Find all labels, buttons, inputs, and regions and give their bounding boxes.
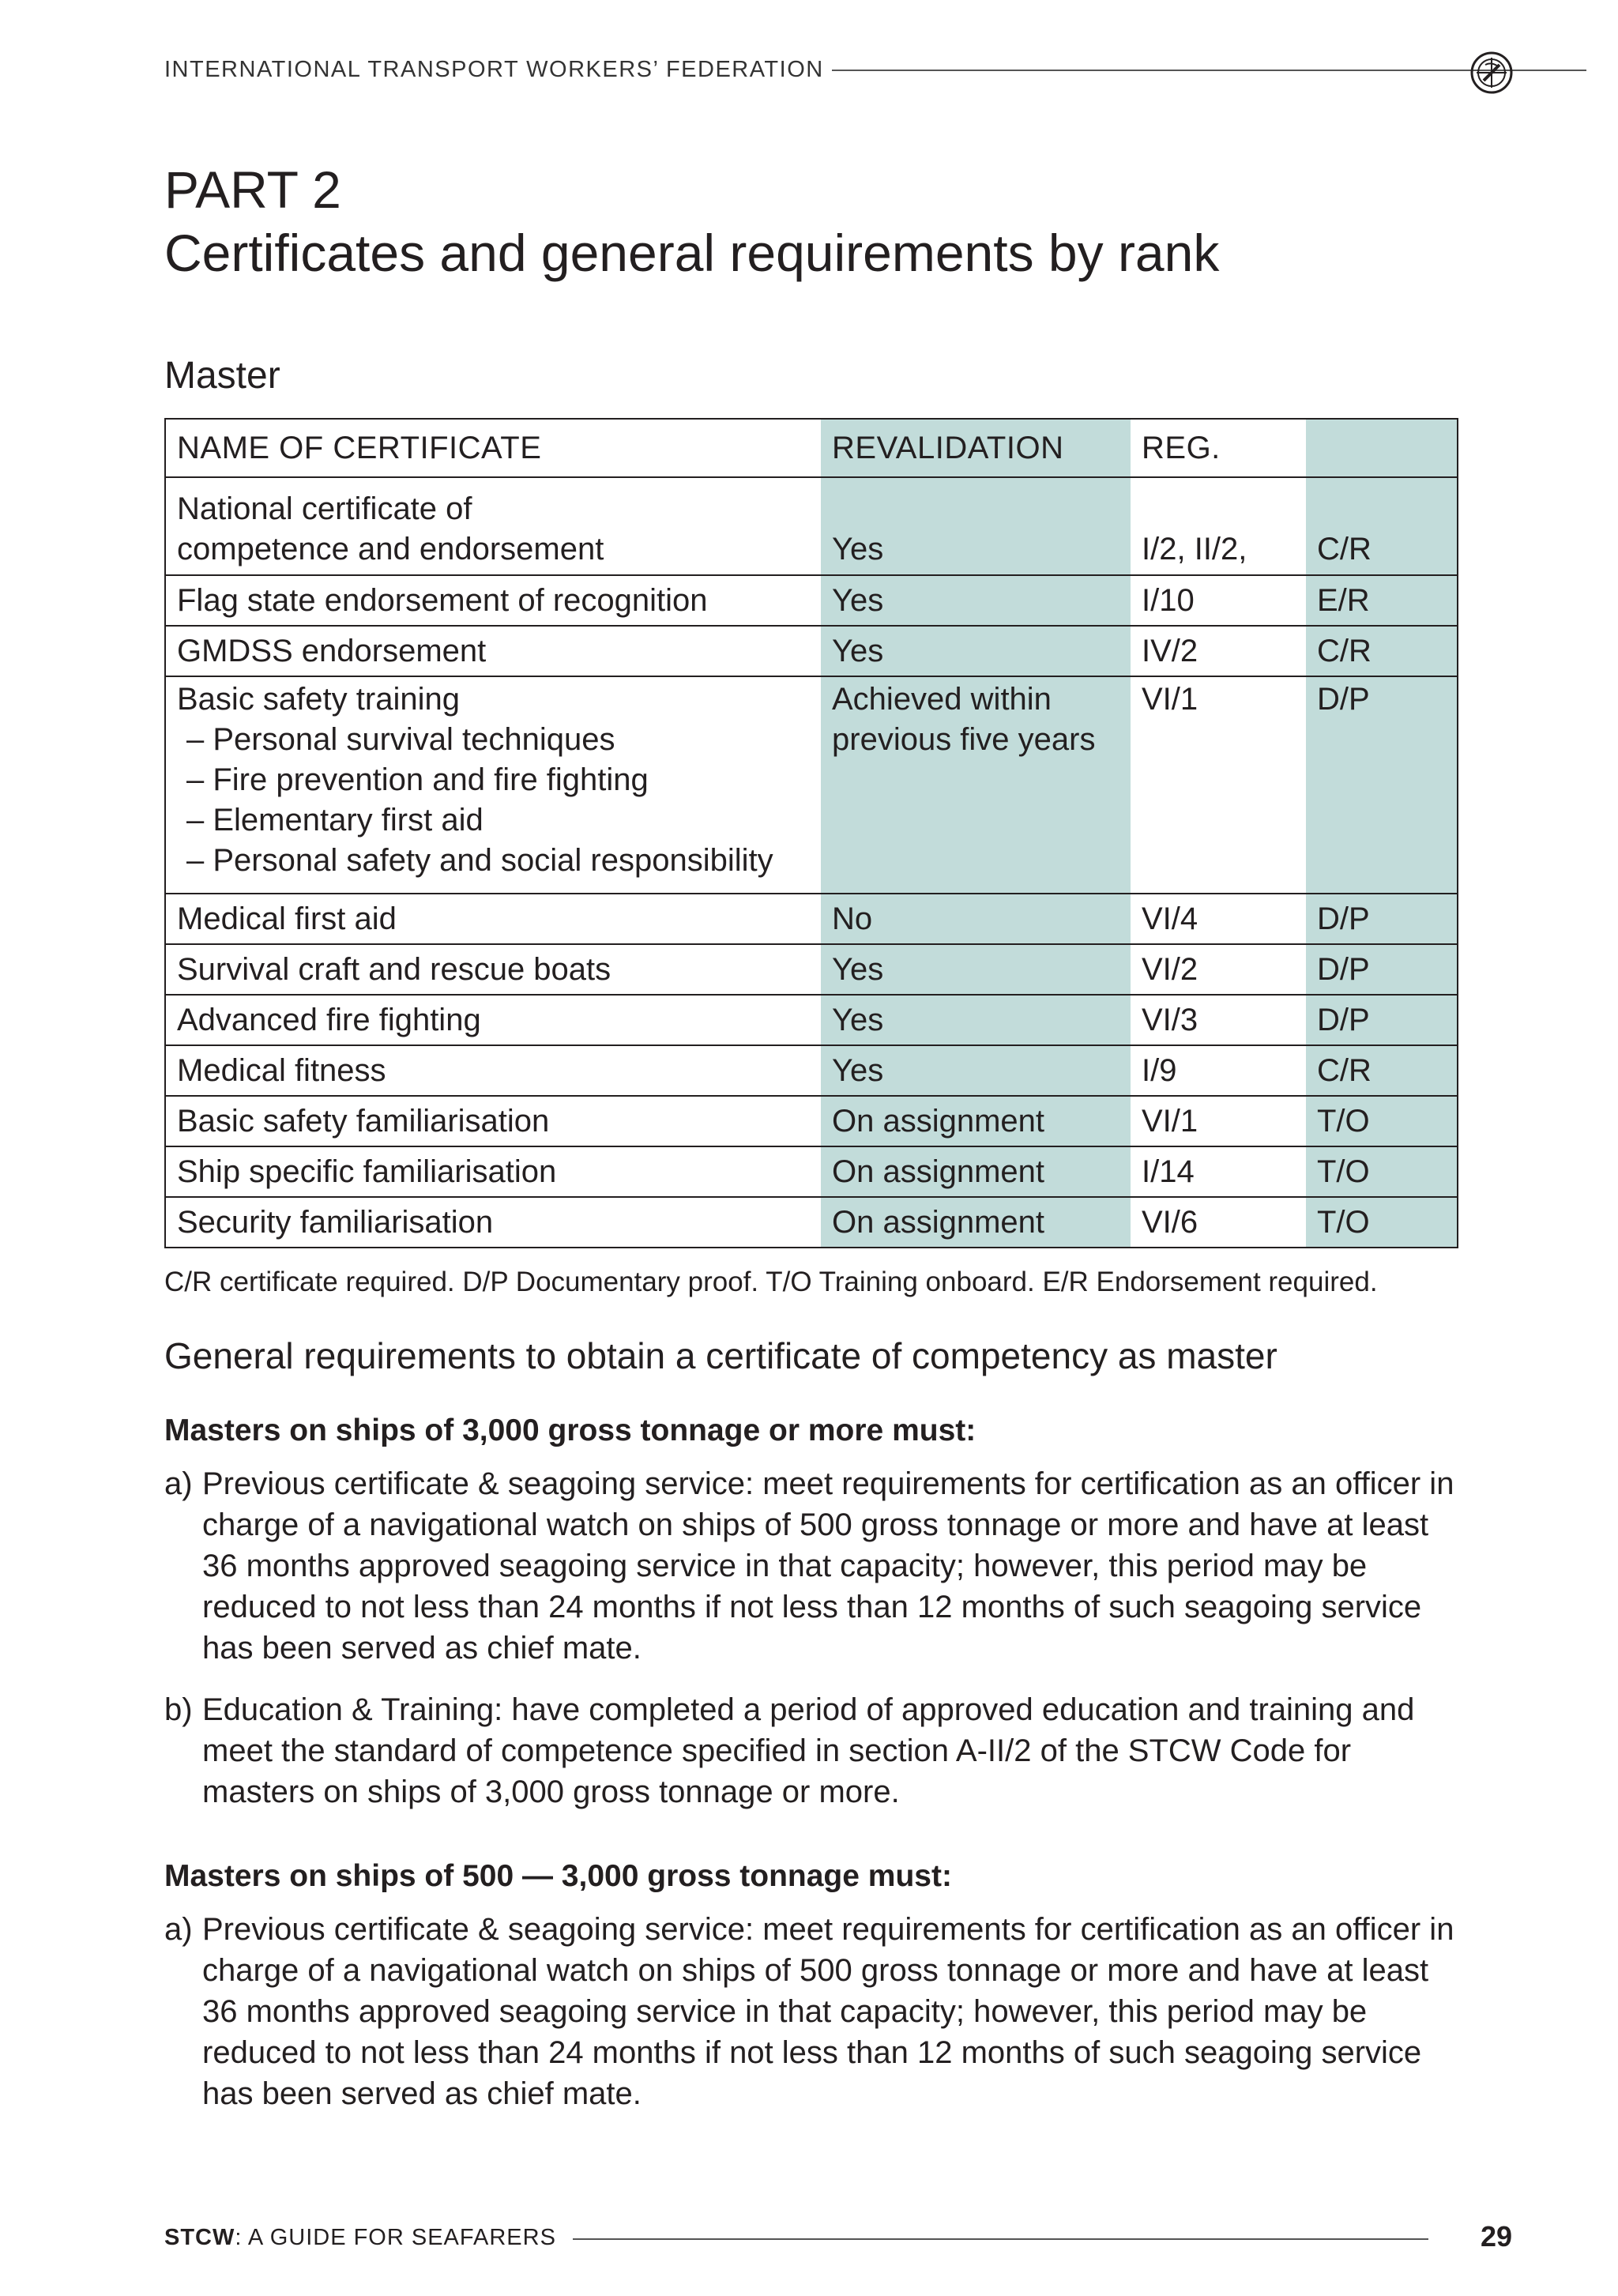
cell-revalidation: Yes: [821, 995, 1131, 1045]
cell-code: C/R: [1306, 477, 1458, 575]
footer-title: [164, 2225, 556, 2251]
cell-reg: VI/6: [1131, 1197, 1306, 1248]
footer-title-bold: STCW: [164, 2225, 235, 2250]
cell-revalidation: On assignment: [821, 1096, 1131, 1146]
table-row: [165, 1197, 1458, 1248]
cell-reg: VI/3: [1131, 995, 1306, 1045]
page-number: 29: [1480, 2220, 1512, 2253]
cell-code: C/R: [1306, 626, 1458, 676]
cell-code: T/O: [1306, 1197, 1458, 1248]
column-header-code: [1306, 419, 1458, 477]
part-subtitle: Certificates and general requirements by rank: [164, 224, 1220, 282]
cell-code: D/P: [1306, 944, 1458, 995]
requirements-heading: General requirements to obtain a certificate of competency as master: [164, 1335, 1277, 1376]
cell-reg: VI/1: [1131, 1096, 1306, 1146]
item-label: a): [164, 1912, 193, 1947]
cell-reg: I/9: [1131, 1045, 1306, 1096]
footer-rule: [573, 2238, 1428, 2240]
group-heading-3000-plus: Masters on ships of 3,000 gross tonnage or more must:: [164, 1413, 976, 1447]
table-row: [165, 1146, 1458, 1197]
cell-reg: I/2, II/2,: [1131, 477, 1306, 575]
cell-reg: IV/2: [1131, 626, 1306, 676]
page-footer: [164, 2219, 1520, 2258]
table-row: [165, 477, 1458, 575]
requirement-item: [164, 1909, 1468, 2114]
table-row: [165, 626, 1458, 676]
group-heading-500-3000: Masters on ships of 500 — 3,000 gross tonnage must:: [164, 1859, 952, 1893]
footer-title-rest: : A GUIDE FOR SEAFARERS: [235, 2225, 556, 2250]
cell-revalidation: Yes: [821, 944, 1131, 995]
table-row: [165, 894, 1458, 944]
cell-certificate-name: Ship specific familiarisation: [165, 1146, 821, 1197]
column-header-reg: REG.: [1131, 419, 1306, 477]
certificate-table: [164, 418, 1458, 1248]
table-row: [165, 1045, 1458, 1096]
cell-certificate-name: [165, 676, 821, 894]
cell-code: T/O: [1306, 1146, 1458, 1197]
cell-revalidation: Yes: [821, 626, 1131, 676]
cell-certificate-name: Medical fitness: [165, 1045, 821, 1096]
part-title: [164, 158, 1219, 284]
cell-revalidation: On assignment: [821, 1146, 1131, 1197]
table-row: [165, 1096, 1458, 1146]
table-header-row: [165, 419, 1458, 477]
part-number: PART 2: [164, 160, 341, 219]
cell-reg: VI/1: [1131, 676, 1306, 894]
subitem: – Personal safety and social responsibility: [186, 843, 773, 878]
item-text: Education & Training: have completed a period of approved education and training and meet the standard of competence specified in section A-II/2 of the STCW Code for masters on ships of 3,000 gross tonnage or more.: [202, 1692, 1415, 1809]
cell-code: D/P: [1306, 995, 1458, 1045]
cell-code: D/P: [1306, 894, 1458, 944]
requirement-item: [164, 1463, 1468, 1669]
cell-reg: VI/2: [1131, 944, 1306, 995]
subitem: – Elementary first aid: [186, 803, 484, 837]
table-row: [165, 676, 1458, 894]
table-legend: C/R certificate required. D/P Documentary proof. T/O Training onboard. E/R Endorsement required.: [164, 1267, 1378, 1297]
certificate-name: Basic safety training: [177, 682, 460, 717]
cell-revalidation: Yes: [821, 477, 1131, 575]
cell-certificate-name: Medical first aid: [165, 894, 821, 944]
requirement-item: [164, 1689, 1468, 1812]
cell-certificate-name: Advanced fire fighting: [165, 995, 821, 1045]
item-text: Previous certificate & seagoing service: meet requirements for certification as an officer in charge of a navigational watch on ships of 500 gross tonnage or more and have at least 36 months approved seagoing service in that capacity; however, this period may be reduced to not less than 24 months if not less than 12 months of such seagoing service has been served as chief mate.: [202, 1466, 1454, 1666]
cell-reg: I/10: [1131, 575, 1306, 626]
cell-reg: VI/4: [1131, 894, 1306, 944]
cell-code: T/O: [1306, 1096, 1458, 1146]
column-header-name: NAME OF CERTIFICATE: [165, 419, 821, 477]
cell-certificate-name: GMDSS endorsement: [165, 626, 821, 676]
cell-certificate-name: Basic safety familiarisation: [165, 1096, 821, 1146]
cell-revalidation: On assignment: [821, 1197, 1131, 1248]
itf-logo-icon: [1469, 51, 1514, 95]
subitem: – Personal survival techniques: [186, 722, 615, 757]
table-row: [165, 944, 1458, 995]
item-text: Previous certificate & seagoing service: meet requirements for certification as an officer in charge of a navigational watch on ships of 500 gross tonnage or more and have at least 36 months approved seagoing service in that capacity; however, this period may be reduced to not less than 24 months if not less than 12 months of such seagoing service has been served as chief mate.: [202, 1912, 1454, 2111]
cell-certificate-name: National certificate of competence and endorsement: [165, 477, 821, 575]
cell-revalidation: Yes: [821, 1045, 1131, 1096]
table-row: [165, 575, 1458, 626]
cell-certificate-name: Security familiarisation: [165, 1197, 821, 1248]
cell-code: E/R: [1306, 575, 1458, 626]
subitem: – Fire prevention and fire fighting: [186, 762, 649, 797]
item-label: a): [164, 1466, 193, 1501]
cell-reg: I/14: [1131, 1146, 1306, 1197]
organization-name: INTERNATIONAL TRANSPORT WORKERS’ FEDERATION: [164, 57, 824, 82]
cell-certificate-name: Survival craft and rescue boats: [165, 944, 821, 995]
cell-code: C/R: [1306, 1045, 1458, 1096]
cell-revalidation: Yes: [821, 575, 1131, 626]
section-heading-master: Master: [164, 355, 280, 397]
page-header: [164, 51, 1520, 95]
cell-code: D/P: [1306, 676, 1458, 894]
item-label: b): [164, 1692, 193, 1727]
cell-revalidation: No: [821, 894, 1131, 944]
cell-revalidation: Achieved within previous five years: [821, 676, 1131, 894]
column-header-revalidation: REVALIDATION: [821, 419, 1131, 477]
cell-certificate-name: Flag state endorsement of recognition: [165, 575, 821, 626]
table-row: [165, 995, 1458, 1045]
